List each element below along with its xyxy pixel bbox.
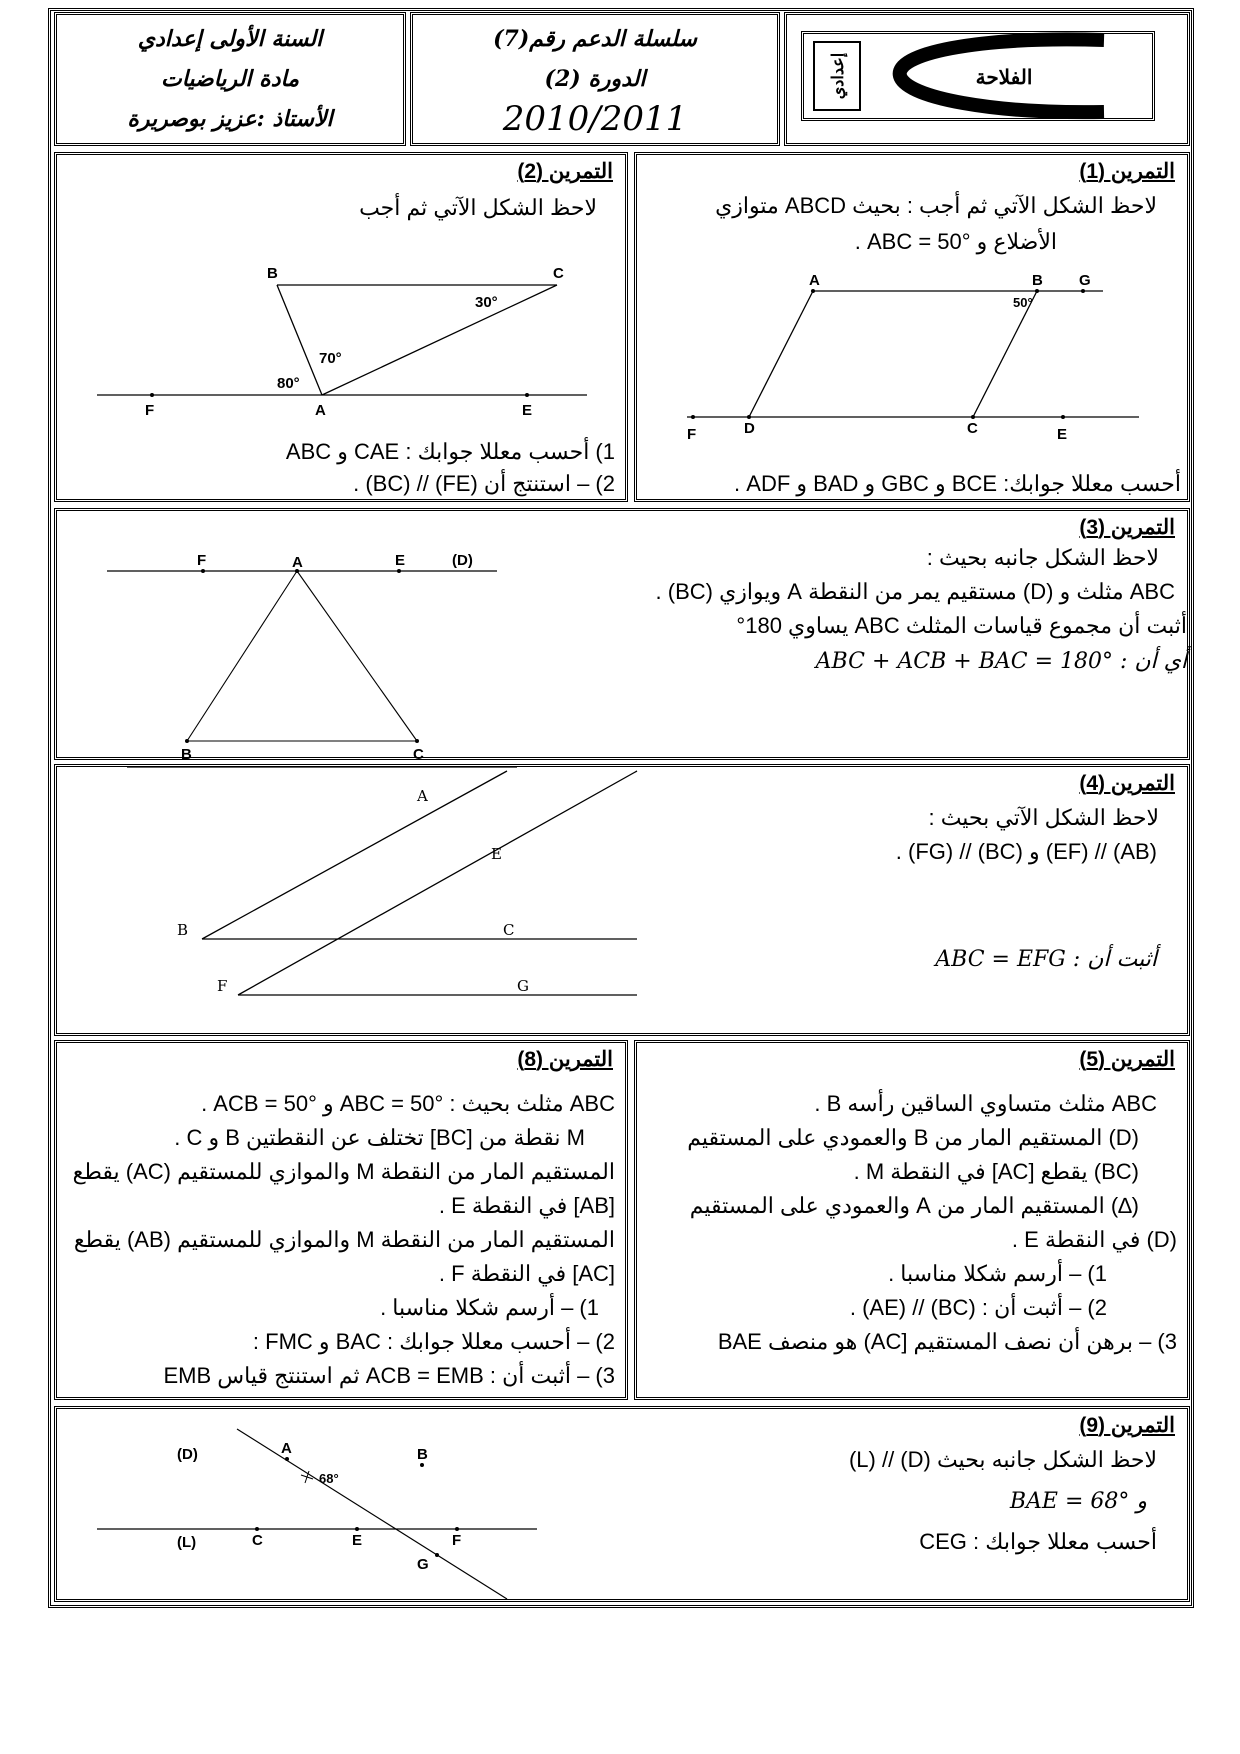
exercise-text: (D) المستقيم المار من B والعمودي على المستقيم: [687, 1125, 1139, 1150]
exercise-text: M نقطة من [BC] تختلف عن النقطتين B و C .: [174, 1125, 585, 1150]
angle-label-68: 68°: [319, 1471, 339, 1486]
exercise-1: [634, 152, 1190, 502]
exercise-text: (D) في النقطة E .: [1011, 1227, 1177, 1252]
exercise-question-2: 2) – أحسب معللا جوابك : BAC و FMC :: [252, 1329, 615, 1354]
exercise-question-3: 3) – برهن أن نصف المستقيم [AC) هو منصف BAE: [717, 1329, 1177, 1354]
exercise-question-2: 2) – استنتج أن (FE) // (BC) .: [353, 471, 615, 496]
exercise-3: [54, 508, 1190, 763]
exercise-text: لاحظ الشكل جانبه بحيث :: [926, 545, 1159, 570]
teacher-name: الأستاذ :عزيز بوصريرة: [127, 106, 333, 132]
point-label-C: C: [967, 420, 978, 437]
logo-word: الفلاحة: [975, 67, 1033, 89]
exercise-title: التمرين (4): [1079, 772, 1175, 795]
exercise-title: التمرين (8): [517, 1048, 613, 1071]
point-label-C: C: [413, 746, 424, 763]
exercise-text: المستقيم المار من النقطة M والموازي للمستقيم (AC) يقطع: [72, 1159, 615, 1184]
exercise-5: [634, 1040, 1190, 1400]
exercise-text: أثبت أن مجموع قياسات المثلث ABC يساوي 180°: [736, 613, 1187, 638]
point-label-A: A: [417, 787, 428, 805]
exercise-text: (AB) // (EF) و (BC) // (FG) .: [895, 839, 1157, 864]
exercise-text: الأضلاع و ABC = 50° .: [854, 229, 1057, 254]
line-label-D: (D): [452, 552, 473, 569]
figure-ex2: [57, 245, 631, 445]
point-label-C: C: [252, 1532, 263, 1549]
exercise-question-1: 1) أحسب معللا جوابك : CAE و ABC: [285, 439, 615, 464]
line-label-D: (D): [177, 1446, 198, 1463]
exercise-text: (∆) المستقيم المار من A والعمودي على المستقيم: [689, 1193, 1139, 1218]
exercise-text: المستقيم المار من النقطة M والموازي للمستقيم (AB) يقطع: [73, 1227, 615, 1252]
exercise-text: [AB] في النقطة E .: [438, 1193, 615, 1218]
angle-label-30: 30°: [475, 294, 498, 311]
figure-ex3: [107, 551, 527, 763]
point-label-E: E: [395, 552, 406, 569]
exercise-lines: [637, 1087, 1177, 1359]
point-label-G: G: [517, 977, 529, 995]
point-label-F: F: [452, 1532, 462, 1549]
exercise-2: [54, 152, 628, 502]
exercise-formula: أي أن : ABC + ACB + BAC = 180°: [815, 649, 1187, 674]
header-logo-box: [784, 12, 1190, 146]
logo-side-text: إعدادي: [830, 52, 847, 100]
logo-graphic: [804, 34, 1152, 118]
figure-ex9: [97, 1409, 577, 1599]
point-label-F: F: [197, 552, 207, 569]
exercise-text: لاحظ الشكل الآتي ثم أجب : بحيث ABCD متوازي: [715, 193, 1157, 218]
exercise-question-1: 1) – أرسم شكلا مناسبا .: [380, 1295, 599, 1320]
point-label-C: C: [553, 265, 564, 282]
exercise-question-3: 3) – أثبت أن : ACB = EMB ثم استنتج قياس EMB: [163, 1363, 615, 1388]
point-label-D: D: [744, 420, 755, 437]
exercise-question-2: 2) – أثبت أن : (BC) // (AE) .: [849, 1295, 1107, 1320]
exercise-question: أحسب معللا جوابك: BCE و GBC و BAD و ADF .: [734, 471, 1181, 496]
exercise-9: [54, 1406, 1190, 1602]
exercise-lines: [55, 1087, 615, 1393]
school-level: السنة الأولى إعدادي: [137, 26, 323, 52]
point-label-B: B: [1032, 272, 1043, 289]
point-label-E: E: [352, 1532, 363, 1549]
angle-label-50: 50°: [1013, 295, 1033, 310]
exercise-8: [54, 1040, 628, 1400]
exercise-text: لاحظ الشكل الآتي ثم أجب: [359, 195, 597, 220]
exercise-question-1: 1) – أرسم شكلا مناسبا .: [888, 1261, 1107, 1286]
exercise-title: التمرين (1): [1079, 160, 1175, 183]
exercise-title: التمرين (9): [1079, 1414, 1175, 1437]
point-label-E: E: [1057, 426, 1068, 443]
exercise-4: [54, 764, 1190, 1036]
point-label-E: E: [522, 402, 533, 419]
point-label-A: A: [809, 272, 820, 289]
exercise-text: و BAE = 68°: [1009, 1489, 1147, 1514]
school-logo: [801, 31, 1155, 121]
header-school-box: [54, 12, 406, 146]
exercise-text: ABC مثلث بحيث : ABC = 50° و ACB = 50° .: [201, 1091, 615, 1116]
angle-label-70: 70°: [319, 350, 342, 367]
subject-name: مادة الرياضيات: [161, 66, 299, 92]
school-year: 2010/2011: [502, 99, 688, 139]
angle-label-80: 80°: [277, 375, 300, 392]
point-label-G: G: [1079, 272, 1091, 289]
point-label-C: C: [503, 921, 515, 939]
exercise-title: التمرين (5): [1079, 1048, 1175, 1071]
exercise-formula: أثبت أن : ABC = EFG: [935, 947, 1157, 972]
point-label-A: A: [281, 1440, 292, 1457]
series-title: سلسلة الدعم رقم(7): [493, 26, 697, 52]
exercise-text: (BC) يقطع [AC] في النقطة M .: [853, 1159, 1139, 1184]
exercise-text: لاحظ الشكل جانبه بحيث (D) // (L): [848, 1447, 1157, 1472]
point-label-B: B: [267, 265, 278, 282]
point-label-E: E: [491, 845, 502, 863]
exercise-text: لاحظ الشكل الآتي بحيث :: [928, 805, 1159, 830]
point-label-F: F: [687, 426, 697, 443]
semester: الدورة (2): [544, 66, 646, 92]
line-label-L: (L): [177, 1534, 197, 1551]
exercise-text: ABC مثلث متساوي الساقين رأسه B .: [814, 1091, 1157, 1116]
exercise-title: التمرين (3): [1079, 516, 1175, 539]
figure-ex4: [57, 767, 657, 1027]
point-label-B: B: [417, 1446, 428, 1463]
point-label-B: B: [181, 746, 192, 763]
exercise-text: [AC] في النقطة F .: [438, 1261, 615, 1286]
point-label-F: F: [145, 402, 155, 419]
header-series-box: [410, 12, 780, 146]
figure-ex1: [637, 273, 1193, 453]
point-label-B: B: [177, 921, 189, 939]
exercise-question: أحسب معللا جوابك : CEG: [919, 1529, 1157, 1554]
point-label-G: G: [417, 1556, 429, 1573]
point-label-A: A: [292, 554, 303, 571]
point-label-A: A: [315, 402, 326, 419]
exercise-text: ABC مثلث و (D) مستقيم يمر من النقطة A ويوازي (BC) .: [655, 579, 1175, 604]
exercise-title: التمرين (2): [517, 160, 613, 183]
point-label-F: F: [217, 977, 228, 995]
